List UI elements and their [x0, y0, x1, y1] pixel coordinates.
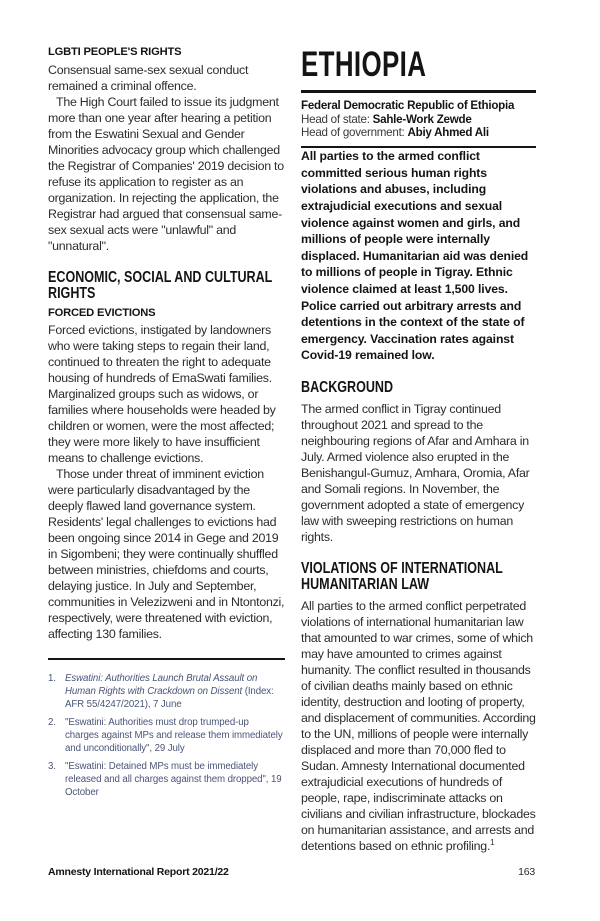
- footnote-divider: [48, 658, 285, 660]
- background-paragraph: The armed conflict in Tigray continued throughout 2021 and spread to the neighbouring regions of Afar and Amhara in July. Armed violence also erupted in the Benishangul-Gumuz, Amhara, Oromia, Afar and Somali regions. In November, the government adopted a state of emergency law with sweeping restrictions on human rights.: [301, 401, 530, 544]
- lgbti-paragraph-1: Consensual same-sex sexual conduct remained a criminal offence.: [48, 62, 249, 93]
- country-summary-paragraph: All parties to the armed conflict committed serious human rights violations and abuses, including extrajudicial executions and sexual violence against women and girls, and millions of people were internally displaced. Humanitarian aid was denied to millions of people in Tigray. Ethnic violence claimed at least 1,500 lives. Police carried out arbitrary arrests and detentions in the context of the state of emergency. Vaccination rates against Covid-19 remained low.: [301, 149, 529, 363]
- footnote-title-italic: Eswatini: Authorities Launch Brutal Assault on Human Rights with Crackdown on Dissent: [65, 673, 258, 697]
- lgbti-paragraph-2: The High Court failed to issue its judgment more than one year after hearing a petition from the Eswatini Sexual and Gender Minorities advocacy group which challenged the Registrar of Companies' 2019 decision to refuse its application to register as an organization. In rejecting the application, the Registrar had argued that consensual same-sex sexual acts were "unlawful" and "unnatural".: [48, 94, 284, 253]
- head-of-government-name: Abiy Ahmed Ali: [407, 126, 489, 140]
- head-of-state-line: [301, 113, 536, 127]
- footnote-number: 2.: [48, 717, 56, 728]
- vihl-paragraph: [301, 598, 536, 854]
- footnote-2: [48, 716, 285, 755]
- left-column: [48, 46, 285, 804]
- footnote-number: 1.: [48, 673, 56, 684]
- footnote-rest: "Eswatini: Authorities must drop trumped-up charges against MPs and release them immediately and unconditionally", 29 July: [65, 717, 283, 754]
- country-official-name: Federal Democratic Republic of Ethiopia: [301, 99, 515, 112]
- footnote-number: 3.: [48, 761, 56, 772]
- footnote-1: [48, 672, 285, 711]
- right-column: [301, 46, 536, 854]
- title-rule: [301, 90, 536, 93]
- head-of-state-label: Head of state:: [301, 112, 373, 126]
- footnote-text: [65, 716, 285, 755]
- page-number: 163: [518, 866, 535, 878]
- report-footer-title: Amnesty International Report 2021/22: [48, 866, 229, 878]
- country-title: ETHIOPIA: [301, 45, 427, 84]
- forced-evictions-heading: FORCED EVICTIONS: [48, 306, 156, 319]
- country-info-block: [301, 99, 536, 140]
- forced-evictions-paragraph-2: Those under threat of imminent eviction were particularly disadvantaged by the deeply flawed land governance system. Residents' legal challenges to evictions had been ongoing since 2014 in Gege and 2019 in Sigombeni; they were continually shuffled between ministries, chiefdoms and courts, delaying justice. In July and September, communities in Velezizweni and in Ntontonzi, respectively, were threatened with eviction, affecting 130 families.: [48, 467, 285, 641]
- footnote-list: [48, 672, 285, 799]
- forced-evictions-paragraph-1: Forced evictions, instigated by landowners who were taking steps to regain their land, continued to threaten the right to adequate housing of hundreds of EmaSwati families. Marginalized groups such as widows, or families where households were headed by children or women, were the most affected; they were more likely to have insufficient means to challenge evictions.: [48, 323, 276, 465]
- footnote-3: [48, 760, 285, 799]
- vihl-paragraph-text: All parties to the armed conflict perpetrated violations of international humanitarian law that amounted to war crimes, some of which may have amounted to crimes against humanity. The conflict resulted in thousands of civilian deaths mainly based on ethnic identity, destruction and looting of property, and displacement of communities. According to the UN, millions of people were internally displaced and more than 70,000 fled to Sudan. Amnesty International documented extrajudicial executions of hundreds of people, rape, indiscriminate attacks on civilians and civilian infrastructure, blockades on humanitarian assistance, and arrests and detentions based on ethnic profiling.: [301, 598, 536, 853]
- footnote-rest: (Index: AFR 55/4247/2021), 7 June: [65, 686, 274, 710]
- footnote-rest: "Eswatini: Detained MPs must be immediately released and all charges against them dropped", 19 October: [65, 761, 282, 798]
- escr-section-heading: ECONOMIC, SOCIAL AND CULTURAL RIGHTS: [48, 268, 273, 302]
- footnote-text: [65, 672, 285, 711]
- head-of-government-label: Head of government:: [301, 126, 408, 140]
- head-of-government-line: [301, 126, 536, 140]
- background-section-heading: BACKGROUND: [301, 379, 394, 396]
- head-of-state-name: Sahle-Work Zewde: [372, 112, 472, 126]
- lgbti-rights-heading: LGBTI PEOPLE'S RIGHTS: [48, 46, 182, 58]
- footnote-reference-1: 1: [490, 837, 495, 847]
- footnote-text: [65, 760, 285, 799]
- vihl-section-heading: VIOLATIONS OF INTERNATIONAL HUMANITARIAN LAW: [301, 559, 503, 593]
